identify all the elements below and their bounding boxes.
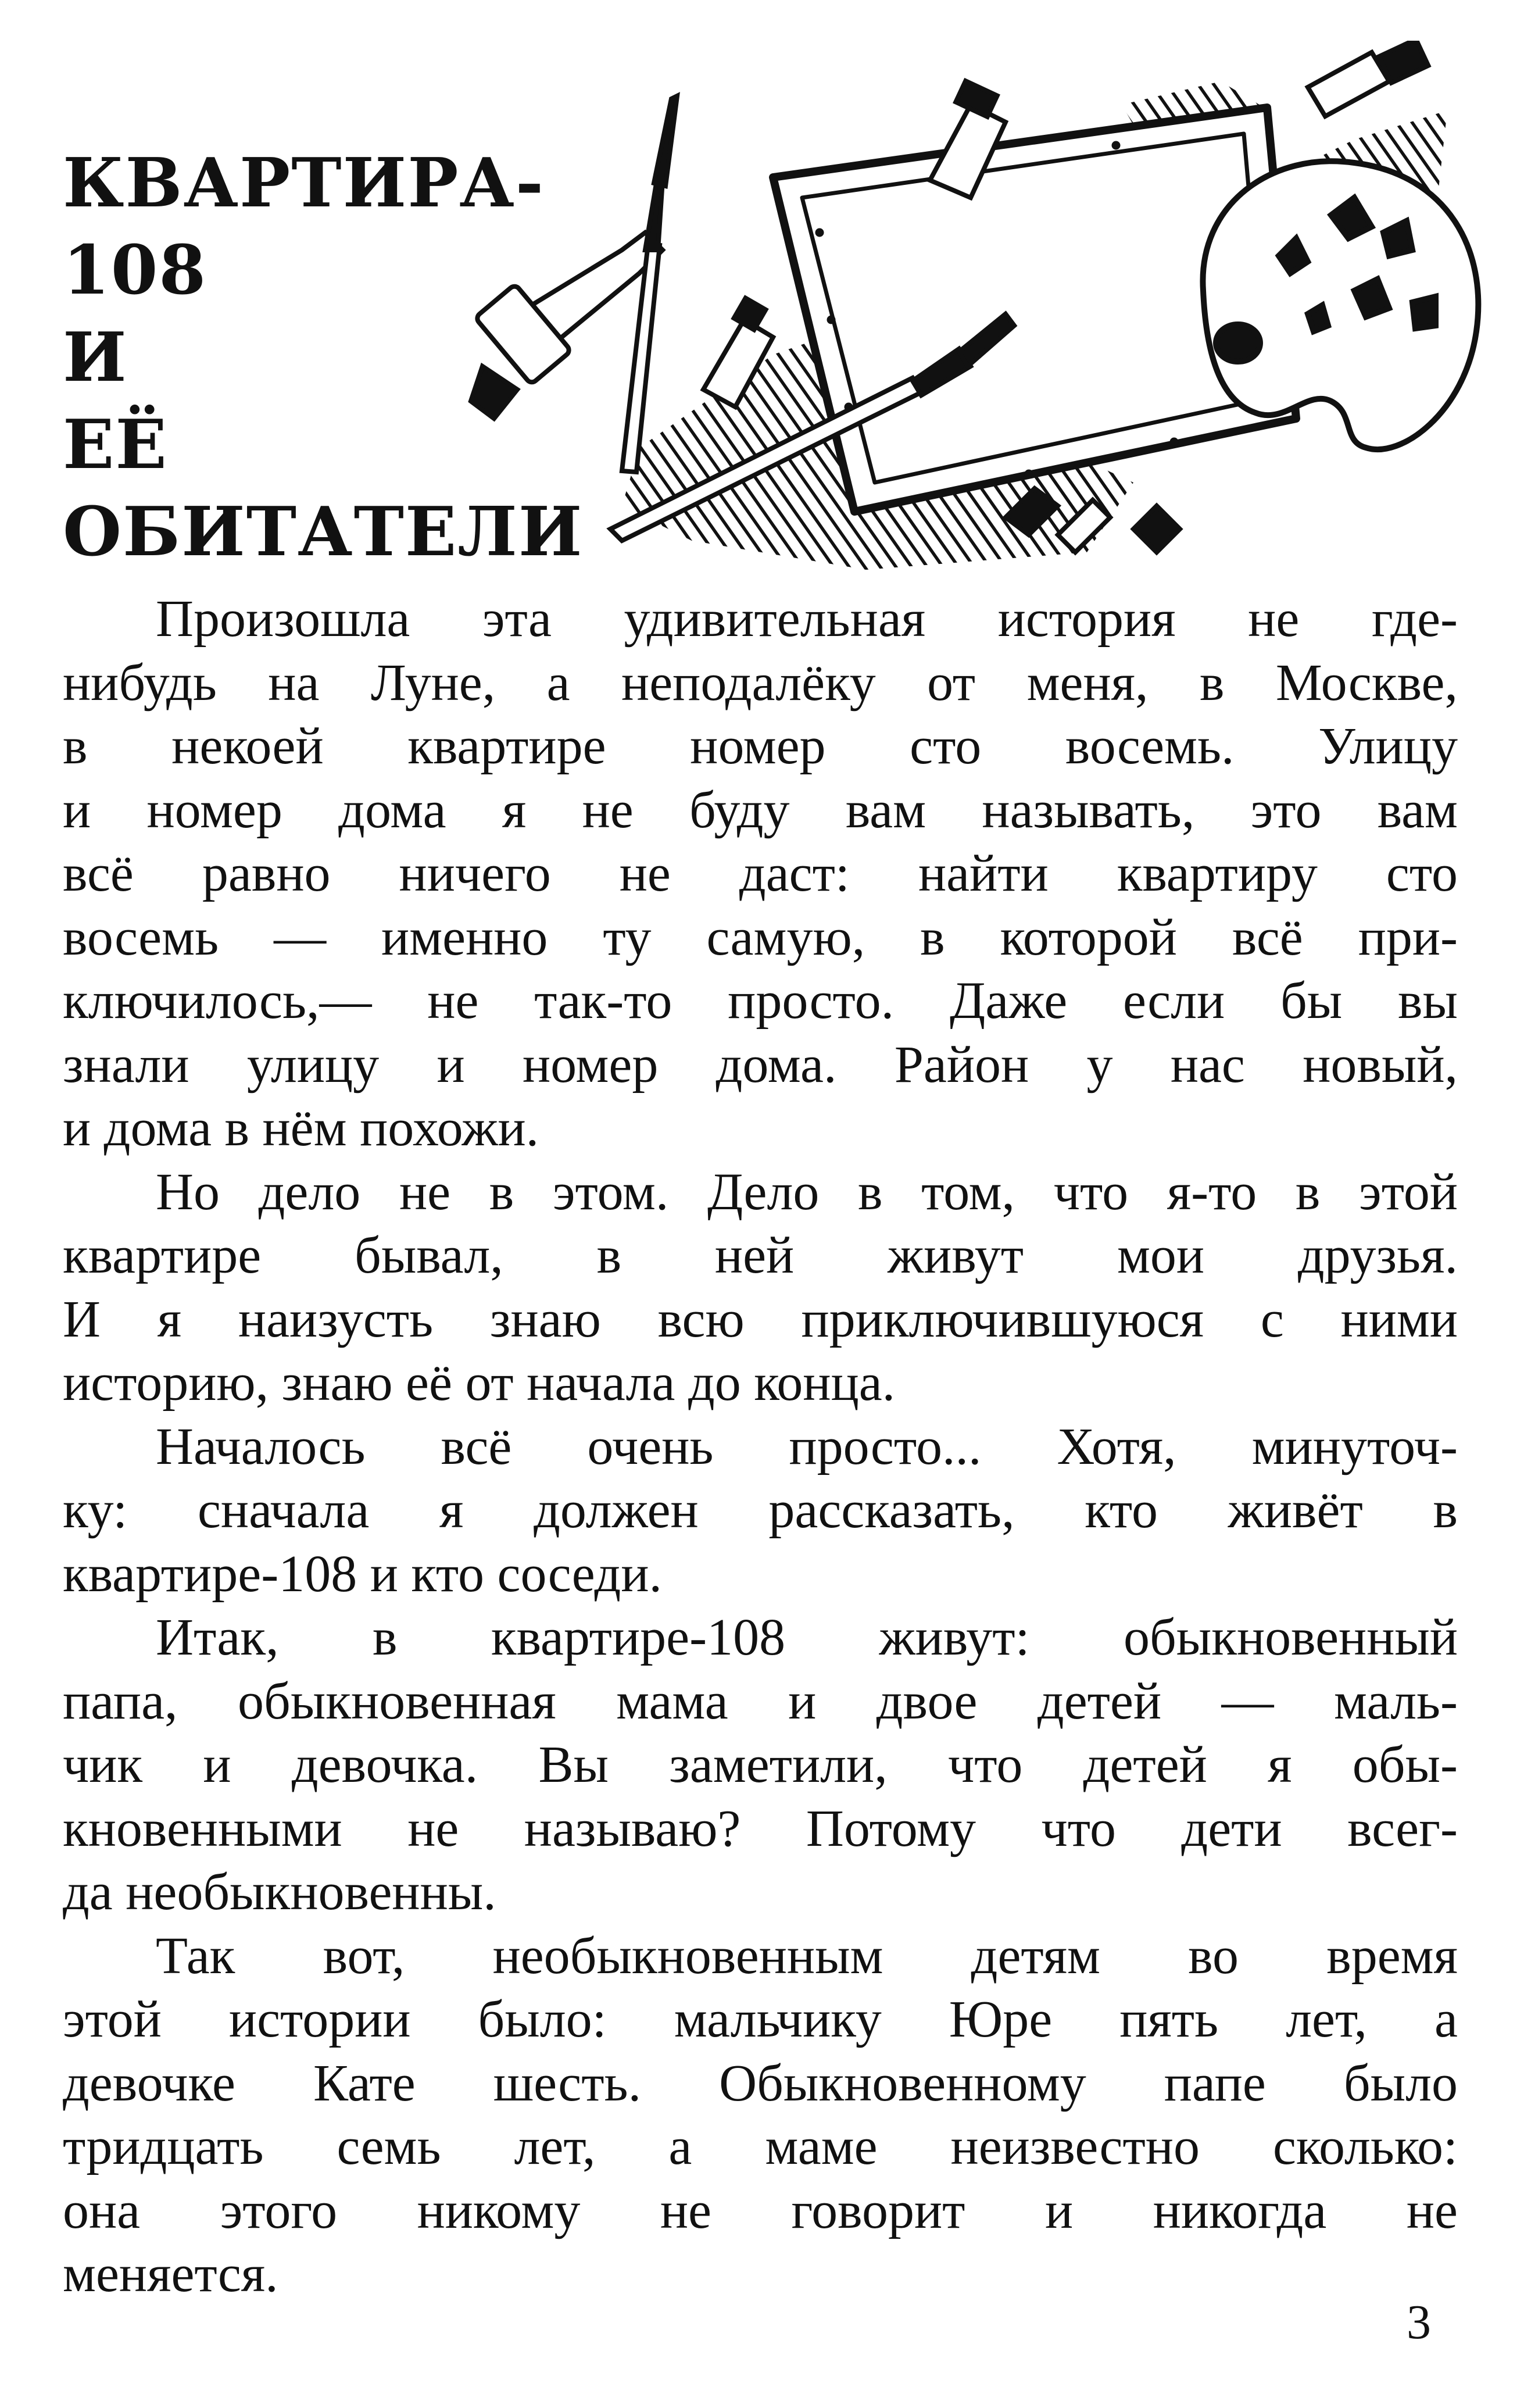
text-line: в некоей квартире номер сто восемь. Улицу — [63, 717, 1458, 775]
text-line: восемь — именно ту самую, в которой всё при- — [63, 908, 1458, 966]
palette — [1203, 161, 1478, 449]
text-line: меняется. — [63, 2245, 278, 2303]
text-line: знали улицу и номер дома. Район у нас новый, — [63, 1035, 1458, 1094]
text-line: Началось всё очень просто... Хотя, минуточ- — [156, 1417, 1458, 1475]
paragraph — [63, 1160, 1458, 1415]
text-line: кновенными не называю? Потому что дети всег- — [63, 1799, 1458, 1857]
text-line: И я наизусть знаю всю приключившуюся с ними — [63, 1290, 1458, 1348]
text-line: Произошла эта удивительная история не где- — [156, 590, 1458, 648]
text-line: и номер дома я не буду вам называть, это вам — [63, 781, 1458, 839]
paint-brush — [622, 96, 677, 472]
paragraph — [63, 587, 1458, 1160]
text-line: чик и девочка. Вы заметили, что детей я обы- — [63, 1736, 1458, 1794]
text-line: Итак, в квартире-108 живут: обыкновенный — [156, 1609, 1458, 1666]
page-number: 3 — [1407, 2295, 1431, 2349]
text-line: девочке Кате шесть. Обыкновенному папе было — [63, 2054, 1458, 2112]
text-line: квартире-108 и кто соседи. — [63, 1545, 663, 1603]
chapter-title-line: 108 — [63, 231, 208, 310]
text-line: ку: сначала я должен рассказать, кто живёт в — [63, 1481, 1458, 1539]
text-line: Но дело не в этом. Дело в том, что я-то в этой — [156, 1163, 1458, 1221]
chapter-title-line: ЕЁ — [63, 405, 168, 484]
text-line: историю, знаю её от начала до конца. — [63, 1354, 896, 1412]
text-line: и дома в нём похожи. — [63, 1099, 539, 1157]
body-text — [63, 587, 1458, 2306]
text-line: тридцать семь лет, а маме неизвестно сколько: — [63, 2118, 1458, 2175]
text-line: Так вот, необыкновенным детям во время — [156, 1927, 1458, 1985]
chapter-title-line: ОБИТАТЕЛИ — [63, 492, 584, 571]
text-line: папа, обыкновенная мама и двое детей — маль- — [63, 1672, 1458, 1730]
paragraph — [63, 1415, 1458, 1606]
chapter-title-line: И — [63, 318, 128, 397]
paragraph — [63, 1606, 1458, 1924]
text-line: да необыкновенны. — [63, 1863, 496, 1921]
painting-supplies-illustration — [448, 41, 1500, 581]
text-line: всё равно ничего не даст: найти квартиру сто — [63, 845, 1458, 902]
paragraph — [63, 1924, 1458, 2306]
chapter-title-line: КВАРТИРА- — [63, 144, 545, 223]
text-line: квартире бывал, в ней живут мои друзья. — [63, 1227, 1458, 1284]
text-line: ключилось,— не так-то просто. Даже если бы вы — [63, 972, 1458, 1030]
text-line: она этого никому не говорит и никогда не — [63, 2181, 1458, 2239]
text-line: нибудь на Луне, а неподалёку от меня, в Москве, — [63, 653, 1458, 712]
text-line: этой истории было: мальчику Юре пять лет, а — [63, 1991, 1458, 2048]
